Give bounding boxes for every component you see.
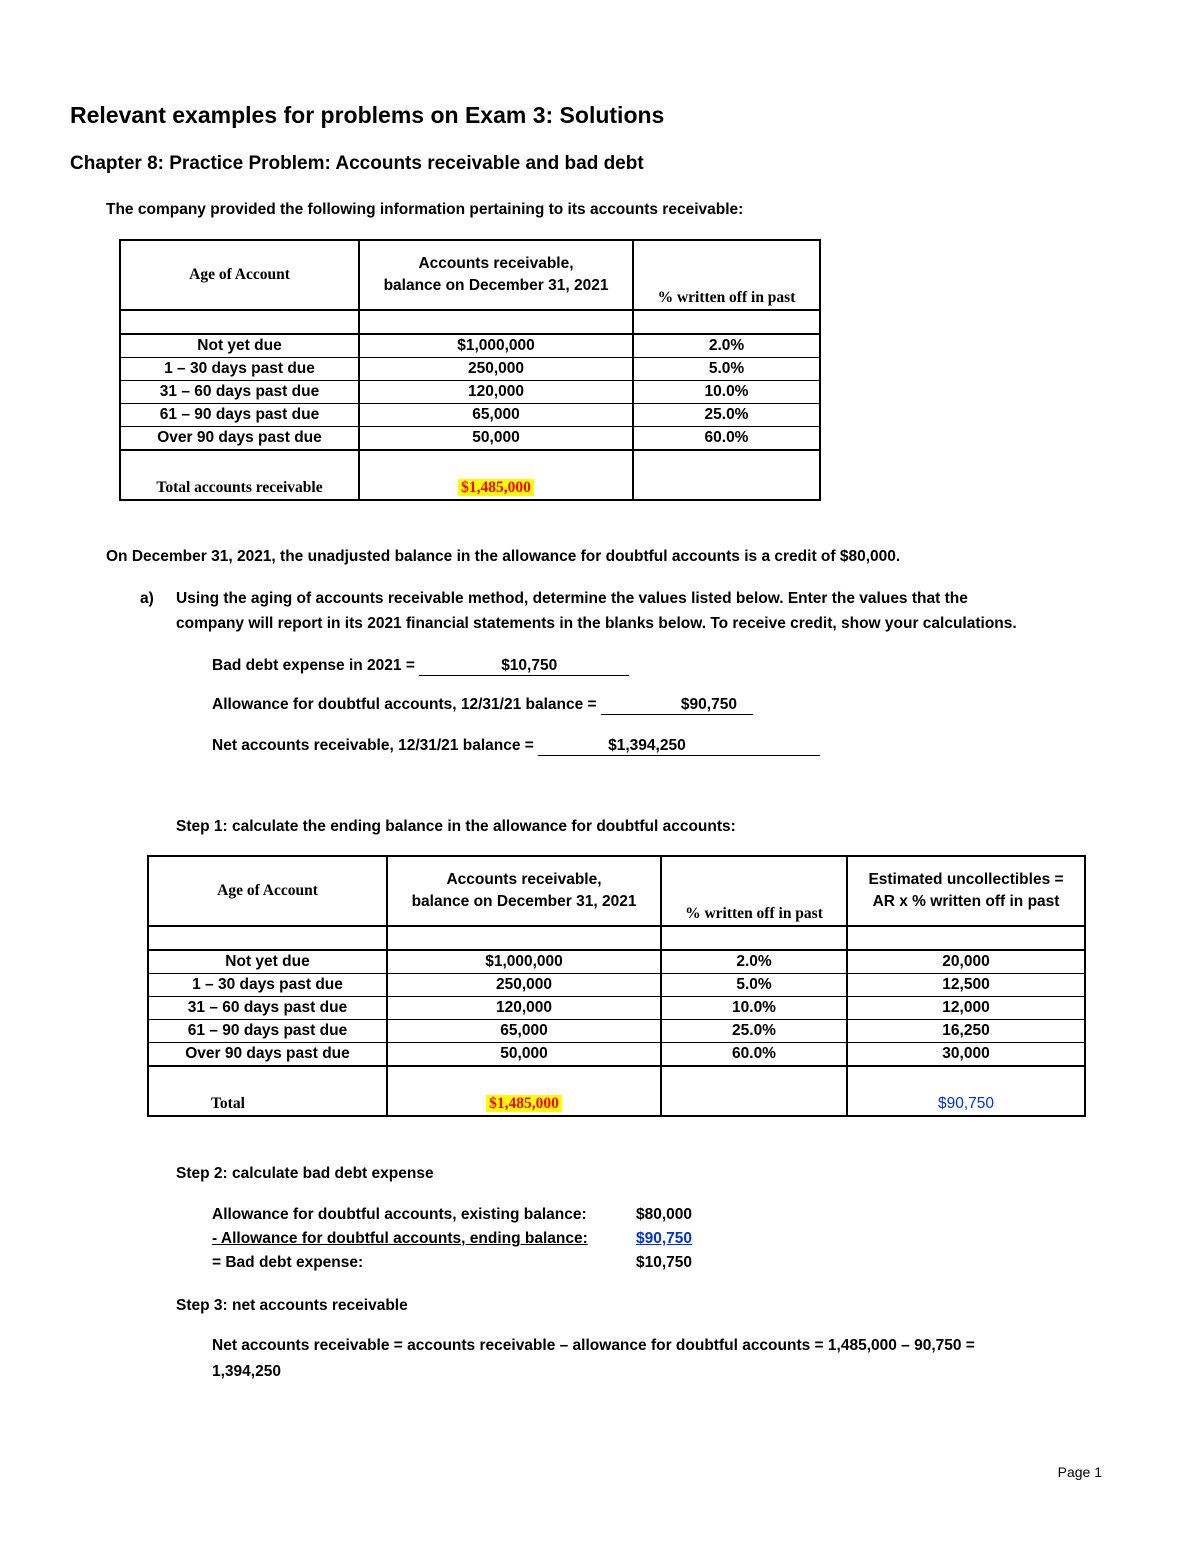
ar-cell: $1,000,000 (387, 950, 661, 974)
header-age-of-account: Age of Account (148, 856, 387, 926)
ar-cell: 250,000 (387, 974, 661, 997)
spacer-cell (148, 926, 387, 950)
step2-line-existing: Allowance for doubtful accounts, existing balance: (212, 1206, 587, 1223)
part-a-line-1: Using the aging of accounts receivable method, determine the values listed below. Enter the values that the (176, 590, 968, 607)
ar-cell: 65,000 (387, 1020, 661, 1043)
answer-label: Net accounts receivable, 12/31/21 balance = (212, 737, 539, 754)
pct-cell: 60.0% (661, 1043, 847, 1067)
answer-label: Bad debt expense in 2021 = (212, 657, 420, 674)
ar-cell: 50,000 (387, 1043, 661, 1067)
step2-value-existing: $80,000 (636, 1206, 693, 1223)
pct-cell: 5.0% (633, 358, 820, 381)
header-ar-balance: Accounts receivable, balance on December 31, 2021 (359, 240, 633, 310)
page-title: Relevant examples for problems on Exam 3: Solutions (70, 102, 665, 128)
part-a-line-2: company will report in its 2021 financial statements in the blanks below. To receive credit, show your calculations. (176, 615, 1017, 632)
answer-label: Allowance for doubtful accounts, 12/31/21 balance = (212, 696, 601, 713)
answer-blank: $1,394,250 (538, 737, 820, 756)
empty-cell (661, 1066, 847, 1116)
total-ar-value: $1,485,000 (458, 479, 534, 496)
chapter-heading: Chapter 8: Practice Problem: Accounts receivable and bad debt (70, 153, 644, 174)
answer-blank: $10,750 (419, 657, 629, 676)
pct-cell: 25.0% (661, 1020, 847, 1043)
table-row (120, 427, 820, 451)
total-label: Total accounts receivable (120, 450, 359, 500)
unadjusted-balance-text: On December 31, 2021, the unadjusted balance in the allowance for doubtful accounts is a credit of $80,000. (106, 548, 901, 565)
uncollectible-cell: 20,000 (847, 950, 1085, 974)
spacer-cell (661, 926, 847, 950)
pct-cell: 10.0% (633, 381, 820, 404)
table-row (148, 997, 1085, 1020)
age-cell: 31 – 60 days past due (148, 997, 387, 1020)
total-ar-cell (387, 1066, 661, 1116)
step1-heading: Step 1: calculate the ending balance in the allowance for doubtful accounts: (176, 818, 736, 835)
age-cell: 31 – 60 days past due (120, 381, 359, 404)
total-row (148, 1066, 1085, 1116)
total-ar-cell (359, 450, 633, 500)
step2-line-ending: - Allowance for doubtful accounts, ending balance: (212, 1230, 588, 1247)
answer-allowance (212, 696, 753, 715)
step3-line-2: 1,394,250 (212, 1363, 281, 1380)
ar-cell: 50,000 (359, 427, 633, 451)
table-row (148, 1020, 1085, 1043)
pct-cell: 25.0% (633, 404, 820, 427)
uncollectible-cell: 12,500 (847, 974, 1085, 997)
intro-text: The company provided the following information pertaining to its accounts receivable: (106, 201, 744, 218)
empty-cell (633, 450, 820, 500)
uncollectibles-table (147, 855, 1086, 1117)
table-row (120, 381, 820, 404)
spacer-cell (120, 310, 359, 334)
table-row (148, 1043, 1085, 1067)
age-cell: Not yet due (120, 334, 359, 358)
table-row (120, 334, 820, 358)
step3-line-1: Net accounts receivable = accounts receivable – allowance for doubtful accounts = 1,485,000 – 90,750 = (212, 1337, 975, 1354)
header-age-of-account: Age of Account (120, 240, 359, 310)
uncollectible-cell: 30,000 (847, 1043, 1085, 1067)
age-cell: Not yet due (148, 950, 387, 974)
table-row (148, 974, 1085, 997)
age-cell: 61 – 90 days past due (148, 1020, 387, 1043)
pct-cell: 2.0% (661, 950, 847, 974)
pct-cell: 60.0% (633, 427, 820, 451)
table-row (120, 358, 820, 381)
ar-cell: 120,000 (387, 997, 661, 1020)
spacer-cell (847, 926, 1085, 950)
ar-table (119, 239, 821, 501)
age-cell: 1 – 30 days past due (120, 358, 359, 381)
pct-cell: 2.0% (633, 334, 820, 358)
header-written-off: % written off in past (633, 240, 820, 310)
answer-blank: $90,750 (601, 696, 753, 715)
header-ar-balance: Accounts receivable, balance on December 31, 2021 (387, 856, 661, 926)
age-cell: Over 90 days past due (148, 1043, 387, 1067)
table-row (148, 950, 1085, 974)
uncollectible-cell: 12,000 (847, 997, 1085, 1020)
total-uncollectible-value: $90,750 (847, 1066, 1085, 1116)
ar-cell: 120,000 (359, 381, 633, 404)
answer-bad-debt (212, 657, 629, 676)
step3-heading: Step 3: net accounts receivable (176, 1297, 408, 1314)
total-row (120, 450, 820, 500)
age-cell: Over 90 days past due (120, 427, 359, 451)
uncollectible-cell: 16,250 (847, 1020, 1085, 1043)
pct-cell: 10.0% (661, 997, 847, 1020)
age-cell: 1 – 30 days past due (148, 974, 387, 997)
spacer-cell (633, 310, 820, 334)
step2-value-ending: $90,750 (636, 1230, 693, 1247)
header-written-off: % written off in past (661, 856, 847, 926)
ar-cell: 65,000 (359, 404, 633, 427)
step2-line-expense: = Bad debt expense: (212, 1254, 364, 1271)
ar-cell: $1,000,000 (359, 334, 633, 358)
pct-cell: 5.0% (661, 974, 847, 997)
header-estimated-uncollectibles: Estimated uncollectibles = AR x % written off in past (847, 856, 1085, 926)
spacer-cell (359, 310, 633, 334)
table-row (120, 404, 820, 427)
age-cell: 61 – 90 days past due (120, 404, 359, 427)
step2-heading: Step 2: calculate bad debt expense (176, 1165, 434, 1182)
total-label: Total (148, 1066, 387, 1116)
spacer-cell (387, 926, 661, 950)
step2-value-expense: $10,750 (636, 1254, 693, 1271)
part-a-marker: a) (140, 590, 154, 607)
total-ar-value: $1,485,000 (486, 1095, 562, 1112)
ar-cell: 250,000 (359, 358, 633, 381)
page-number: Page 1 (1057, 1464, 1102, 1480)
answer-net-ar (212, 737, 820, 756)
